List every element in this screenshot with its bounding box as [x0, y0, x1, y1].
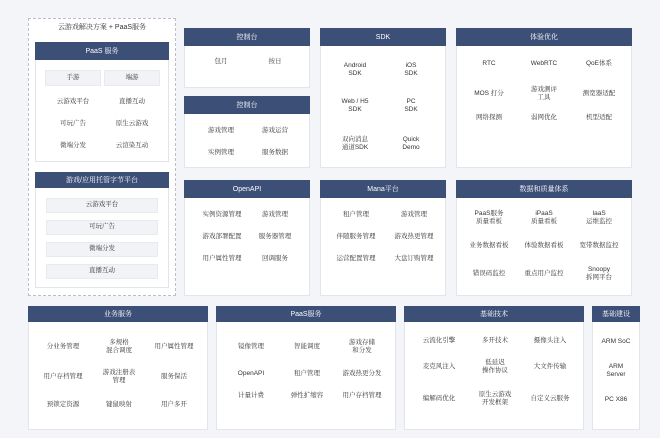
console-game-manage[interactable]: 游戏管理	[208, 126, 234, 134]
mana-game[interactable]: 游戏管理	[401, 210, 427, 218]
biz-multi-open[interactable]: 用户多开	[161, 400, 187, 408]
openapi-user-attr[interactable]: 用户属性管理	[202, 254, 242, 262]
exp-webrtc[interactable]: WebRTC	[530, 59, 558, 67]
hosting-item-playable-ads[interactable]: 可玩广告	[46, 220, 158, 235]
console-ops-header: 控制台	[184, 96, 310, 114]
console-monthly[interactable]: 包月	[214, 57, 228, 65]
infra-mic-inject[interactable]: 麦克风注入	[422, 362, 456, 370]
openapi-callback[interactable]: 回调服务	[262, 254, 288, 262]
paas-item-cloud-render[interactable]: 云渲染互动	[115, 141, 149, 149]
hosting-item-live[interactable]: 直播互动	[46, 264, 158, 279]
quality-business-board[interactable]: 业务数据看板	[469, 241, 509, 249]
exp-rtc[interactable]: RTC	[482, 59, 496, 67]
base-header: 基础建设	[592, 306, 640, 322]
mana-subscription[interactable]: 大盘订购管理	[394, 254, 434, 262]
sdk-ios[interactable]: iOS SDK	[404, 61, 418, 77]
hosting-item-cloud-platform[interactable]: 云游戏平台	[46, 198, 158, 213]
paas-item-playable-ads[interactable]: 可玩广告	[60, 119, 86, 127]
biz-multi-spec[interactable]: 多规格 混合调度	[106, 338, 132, 354]
mana-ops-config[interactable]: 运营配置管理	[336, 254, 376, 262]
quality-key-user-monitor[interactable]: 重点用户监控	[524, 269, 564, 277]
mana-tenant[interactable]: 租户管理	[343, 210, 369, 218]
mana-header: Mana平台	[320, 180, 446, 198]
sdk-header: SDK	[320, 28, 446, 46]
business-header: 业务服务	[28, 306, 208, 322]
mana-hot-update[interactable]: 游戏热更管理	[394, 232, 434, 240]
hosting-platform-header: 游戏/应用托管字节平台	[35, 172, 169, 188]
infra-camera-inject[interactable]: 摄像头注入	[533, 336, 567, 344]
infra-native-framework[interactable]: 原生云游戏 开发框架	[478, 390, 512, 406]
sdk-web-h5[interactable]: Web / H5 SDK	[341, 97, 369, 113]
biz-user-save[interactable]: 用户存档管理	[43, 372, 83, 380]
sdk-android[interactable]: Android SDK	[343, 61, 367, 77]
biz-split-manage[interactable]: 分业务管理	[46, 342, 80, 350]
sdk-message-channel[interactable]: 双向消息 通道SDK	[341, 135, 369, 151]
openapi-instance[interactable]: 实例资源管理	[202, 210, 242, 218]
paas-game-storage[interactable]: 游戏存储 和分发	[349, 338, 375, 354]
infra-multi-open[interactable]: 多开技术	[482, 336, 508, 344]
biz-key-mapping[interactable]: 键鼠映射	[106, 400, 132, 408]
exp-weak-network[interactable]: 弱网优化	[531, 113, 557, 121]
paas-image-manage[interactable]: 镜像管理	[238, 342, 264, 350]
mana-companion[interactable]: 伴随服务管理	[336, 232, 376, 240]
openapi-server-manage[interactable]: 服务器管理	[258, 232, 292, 240]
sdk-pc[interactable]: PC SDK	[404, 97, 418, 113]
quality-experience-board[interactable]: 体验数据看板	[524, 241, 564, 249]
biz-keepalive[interactable]: 服务保活	[161, 372, 187, 380]
paas-hot-update[interactable]: 游戏热更分发	[342, 369, 382, 377]
paas-item-native-cloud-games[interactable]: 原生云游戏	[115, 119, 149, 127]
paas-item-mobile-games[interactable]: 手游	[45, 70, 101, 86]
infra-file-transfer[interactable]: 大文件传输	[533, 362, 567, 370]
paas-service-header: PaaS 服务	[35, 42, 169, 60]
infra-custom-cloud[interactable]: 自定义云服务	[530, 394, 570, 402]
paas-item-pc-games[interactable]: 端游	[104, 70, 160, 86]
console-service-data[interactable]: 服务数据	[262, 148, 288, 156]
quality-error-monitor[interactable]: 错误码监控	[472, 269, 506, 277]
experience-header: 体验优化	[456, 28, 632, 46]
exp-qoe[interactable]: QoE体系	[585, 59, 612, 67]
biz-registry[interactable]: 游戏注册表 管理	[102, 368, 136, 384]
exp-eval-tool[interactable]: 游戏测评 工具	[531, 85, 557, 101]
paas-smart-schedule[interactable]: 智能调度	[294, 342, 320, 350]
infra-codec[interactable]: 编解码优化	[422, 394, 456, 402]
exp-mos[interactable]: MOS 打分	[474, 89, 504, 97]
openapi-deploy-config[interactable]: 游戏部署配置	[202, 232, 242, 240]
hosting-item-microclient[interactable]: 微端分发	[46, 242, 158, 257]
quality-paas-board[interactable]: PaaS服务 质量看板	[474, 209, 504, 225]
exp-bandwidth-adapt[interactable]: 测宽器适配	[582, 89, 616, 97]
paas-item-microclient[interactable]: 微端分发	[60, 141, 86, 149]
openapi-game-manage[interactable]: 游戏管理	[262, 210, 288, 218]
biz-user-attr[interactable]: 用户属性管理	[154, 342, 194, 350]
infra-stream-engine[interactable]: 云流化引擎	[422, 336, 456, 344]
quality-iaas-monitor[interactable]: IaaS 运维监控	[586, 209, 612, 225]
infra-low-latency[interactable]: 低延迟 操作协议	[482, 358, 508, 374]
exp-network-probe[interactable]: 网络探测	[476, 113, 502, 121]
sdk-quick-demo[interactable]: Quick Demo	[402, 135, 420, 151]
paas-openapi[interactable]: OpenAPI	[237, 369, 265, 377]
console-instance-manage[interactable]: 实例管理	[208, 148, 234, 156]
biz-reserve[interactable]: 预锁定资源	[46, 400, 80, 408]
paas-bottom-header: PaaS服务	[216, 306, 396, 322]
exp-device-adapt[interactable]: 机型适配	[586, 113, 612, 121]
base-pc-x86[interactable]: PC X86	[604, 395, 628, 403]
quality-bandwidth-monitor[interactable]: 宽带数据监控	[579, 241, 619, 249]
quality-snoopy[interactable]: Snoopy 拆网平台	[586, 265, 612, 281]
base-arm-soc[interactable]: ARM SoC	[601, 337, 631, 345]
paas-elastic-scale[interactable]: 弹性扩缩容	[290, 391, 324, 399]
paas-tenant[interactable]: 租户管理	[294, 369, 320, 377]
console-game-ops[interactable]: 游戏运营	[262, 126, 288, 134]
cloud-gaming-solution-title: 云游戏解决方案 + PaaS服务	[57, 24, 147, 31]
console-billing-header: 控制台	[184, 28, 310, 46]
paas-item-cloud-platform[interactable]: 云游戏平台	[56, 97, 90, 105]
quality-header: 数据和质量体系	[456, 180, 632, 198]
infra-header: 基础技术	[404, 306, 584, 322]
console-daily[interactable]: 按日	[268, 57, 282, 65]
paas-item-live-interaction[interactable]: 直播互动	[119, 97, 145, 105]
base-arm-server[interactable]: ARM Server	[606, 362, 626, 378]
quality-ipaas-board[interactable]: iPaaS 质量看板	[531, 209, 557, 225]
paas-user-save[interactable]: 用户存档管理	[342, 391, 382, 399]
paas-billing[interactable]: 计量计费	[238, 391, 264, 399]
openapi-header: OpenAPI	[184, 180, 310, 198]
